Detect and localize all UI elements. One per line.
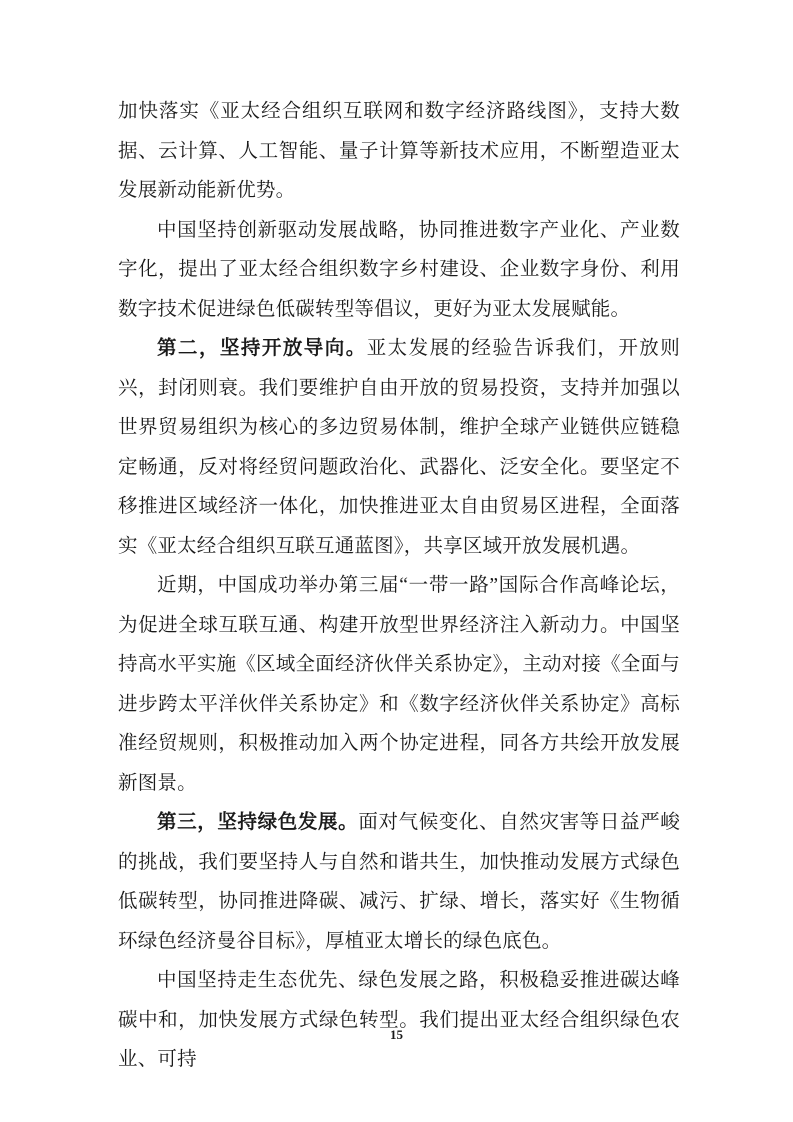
page-body: [118, 92, 680, 1080]
paragraph-3-text: 亚太发展的经验告诉我们，开放则兴，封闭则衰。我们要维护自由开放的贸易投资，支持并加强以世界贸易组织为核心的多边贸易体制，维护全球产业链供应链稳定畅通，反对将经贸问题政治化、武器化、泛安全化。要坚定不移推进区域经济一体化，加快推进亚太自由贸易区进程，全面落实《亚太经合组织互联互通蓝图》，共享区域开放发展机遇。: [118, 338, 680, 557]
paragraph-2: [118, 211, 680, 330]
paragraph-5-heading: 第三，坚持绿色发展。: [157, 812, 359, 833]
paragraph-2-text: 中国坚持创新驱动发展战略，协同推进数字产业化、产业数字化，提出了亚太经合组织数字乡村建设、企业数字身份、利用数字技术促进绿色低碳转型等倡议，更好为亚太发展赋能。: [118, 219, 680, 320]
paragraph-3-heading: 第二，坚持开放导向。: [157, 338, 367, 359]
paragraph-1-text: 加快落实《亚太经合组织互联网和数字经济路线图》，支持大数据、云计算、人工智能、量子计算等新技术应用，不断塑造亚太发展新动能新优势。: [118, 101, 680, 201]
paragraph-4-text: 近期，中国成功举办第三届“一带一路”国际合作高峰论坛，为促进全球互联互通、构建开放型世界经济注入新动力。中国坚持高水平实施《区域全面经济伙伴关系协定》，主动对接《全面与进步跨太平洋伙伴关系协定》和《数字经济伙伴关系协定》高标准经贸规则，积极推动加入两个协定进程，同各方共绘开放发展新图景。: [118, 575, 680, 794]
paragraph-4: [118, 566, 680, 803]
paragraph-5: [118, 803, 680, 961]
page-number: 15: [390, 1027, 403, 1042]
paragraph-5-text: 面对气候变化、自然灾害等日益严峻的挑战，我们要坚持人与自然和谐共生，加快推动发展方式绿色低碳转型，协同推进降碳、减污、扩绿、增长，落实好《生物循环绿色经济曼谷目标》，厚植亚太增长的绿色底色。: [118, 812, 680, 952]
paragraph-6: [118, 961, 680, 1080]
paragraph-6-text: 中国坚持走生态优先、绿色发展之路，积极稳妥推进碳达峰碳中和，加快发展方式绿色转型。我们提出亚太经合组织绿色农业、可持: [118, 970, 680, 1070]
paragraph-3: [118, 329, 680, 566]
paragraph-1: [118, 92, 680, 211]
